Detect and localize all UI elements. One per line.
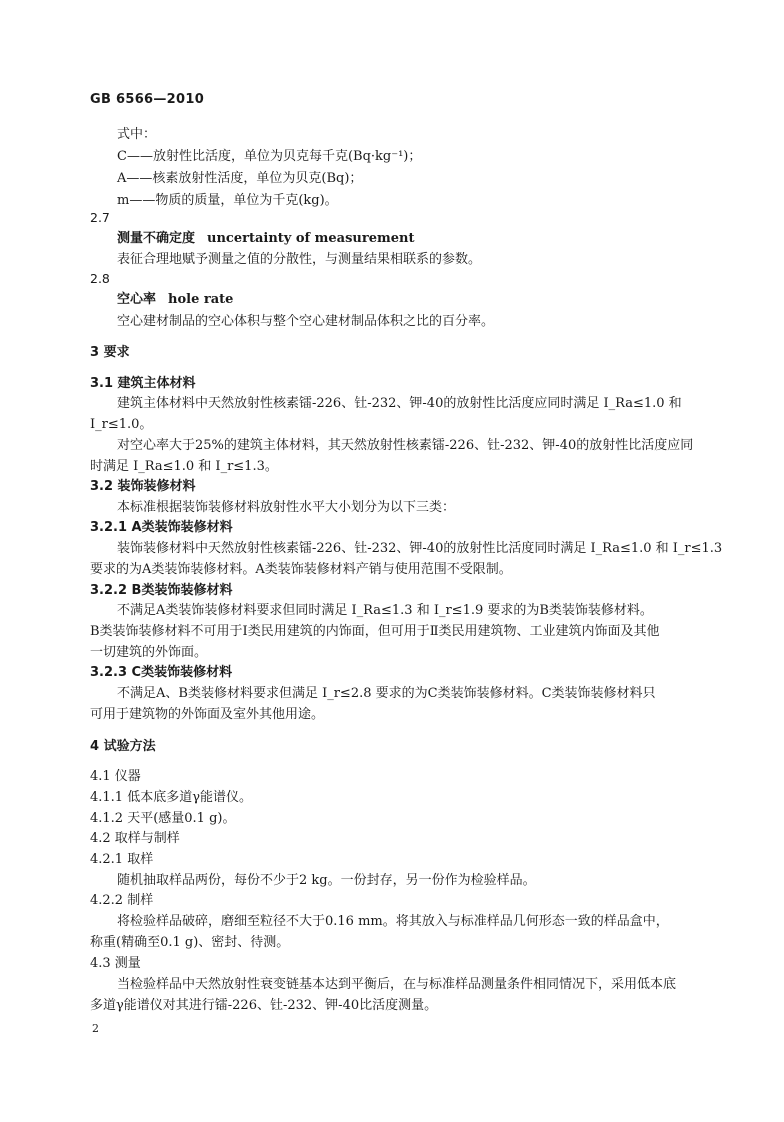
section-2-7-term [117, 229, 414, 249]
section-3-1-p1-line2: I_r≤1.0。 [90, 417, 153, 432]
section-2-7-definition: 表征合理地赋予测量之值的分散性，与测量结果相联系的参数。 [117, 252, 482, 267]
formula-legend-a: A——核素放射性活度，单位为贝克(Bq)； [117, 171, 363, 186]
section-3-2-3-line1: 不满足A、B类装修材料要求但满足 I_r≤2.8 要求的为C类装饰装修材料。C类装饰装修材料只 [117, 686, 656, 701]
page-number: 2 [92, 1022, 99, 1035]
formula-legend-c: C——放射性比活度，单位为贝克每千克(Bq·kg⁻¹)； [117, 149, 422, 164]
section-3-1-p1-line1: 建筑主体材料中天然放射性核素镭-226、钍-232、钾-40的放射性比活度应同时满足 I_Ra≤1.0 和 [117, 396, 682, 411]
section-3-2-2-line3: 一切建筑的外饰面。 [90, 645, 208, 660]
section-3-heading: 3 要求 [90, 345, 130, 360]
section-4-3-line2: 多道γ能谱仪对其进行镭-226、钍-232、钾-40比活度测量。 [90, 998, 438, 1013]
section-3-2-3-heading: 3.2.3 C类装饰装修材料 [90, 665, 233, 680]
formula-legend-m: m——物质的质量，单位为千克(kg)。 [117, 193, 338, 208]
section-2-8-number: 2.8 [90, 271, 110, 286]
formula-legend-intro: 式中： [117, 127, 157, 142]
section-3-2-2-line2: B类装饰装修材料不可用于Ⅰ类民用建筑的内饰面，但可用于Ⅱ类民用建筑物、工业建筑内饰面及其他 [90, 624, 660, 639]
section-3-2-1-line2: 要求的为A类装饰装修材料。A类装饰装修材料产销与使用范围不受限制。 [90, 562, 512, 577]
section-3-1-p2-line1: 对空心率大于25%的建筑主体材料，其天然放射性核素镭-226、钍-232、钾-40的放射性比活度应同 [117, 438, 694, 453]
section-2-7-number: 2.7 [90, 210, 110, 225]
section-3-1-heading: 3.1 建筑主体材料 [90, 376, 196, 391]
section-4-2-2-line2: 称重(精确至0.1 g)、密封、待测。 [90, 935, 290, 950]
section-3-2-intro: 本标准根据装饰装修材料放射性水平大小划分为以下三类： [117, 500, 456, 515]
section-3-1-p2-line2: 时满足 I_Ra≤1.0 和 I_r≤1.3。 [90, 459, 278, 474]
section-3-2-2-line1: 不满足A类装饰装修材料要求但同时满足 I_Ra≤1.3 和 I_r≤1.9 要求的为B类装饰装修材料。 [117, 603, 653, 618]
section-4-1: 4.1 仪器 [90, 769, 141, 784]
section-4-2-2: 4.2.2 制样 [90, 893, 154, 908]
term-en: hole rate [168, 292, 234, 307]
section-4-2-2-line1: 将检验样品破碎，磨细至粒径不大于0.16 mm。将其放入与标准样品几何形态一致的样品盒中， [117, 914, 669, 929]
section-4-2-1-text: 随机抽取样品两份，每份不少于2 kg。一份封存，另一份作为检验样品。 [117, 873, 536, 888]
section-4-2-1: 4.2.1 取样 [90, 852, 154, 867]
standard-number: GB 6566—2010 [90, 92, 205, 107]
term-cn: 空心率 [117, 292, 157, 307]
section-3-2-1-line1: 装饰装修材料中天然放射性核素镭-226、钍-232、钾-40的放射性比活度同时满足 I_Ra≤1.0 和 I_r≤1.3 [117, 541, 723, 556]
section-4-1-2: 4.1.2 天平(感量0.1 g)。 [90, 811, 236, 826]
section-3-2-1-heading: 3.2.1 A类装饰装修材料 [90, 520, 233, 535]
section-4-3: 4.3 测量 [90, 956, 141, 971]
term-en: uncertainty of measurement [207, 231, 415, 246]
section-3-2-3-line2: 可用于建筑物的外饰面及室外其他用途。 [90, 707, 325, 722]
section-2-8-definition: 空心建材制品的空心体积与整个空心建材制品体积之比的百分率。 [117, 314, 495, 329]
term-cn: 测量不确定度 [117, 231, 196, 246]
section-4-2: 4.2 取样与制样 [90, 831, 180, 846]
section-3-2-heading: 3.2 装饰装修材料 [90, 479, 196, 494]
section-2-8-term [117, 290, 233, 310]
section-4-1-1: 4.1.1 低本底多道γ能谱仪。 [90, 790, 252, 805]
section-3-2-2-heading: 3.2.2 B类装饰装修材料 [90, 583, 233, 598]
section-4-heading: 4 试验方法 [90, 739, 156, 754]
section-4-3-line1: 当检验样品中天然放射性衰变链基本达到平衡后，在与标准样品测量条件相同情况下，采用低本底 [117, 977, 677, 992]
